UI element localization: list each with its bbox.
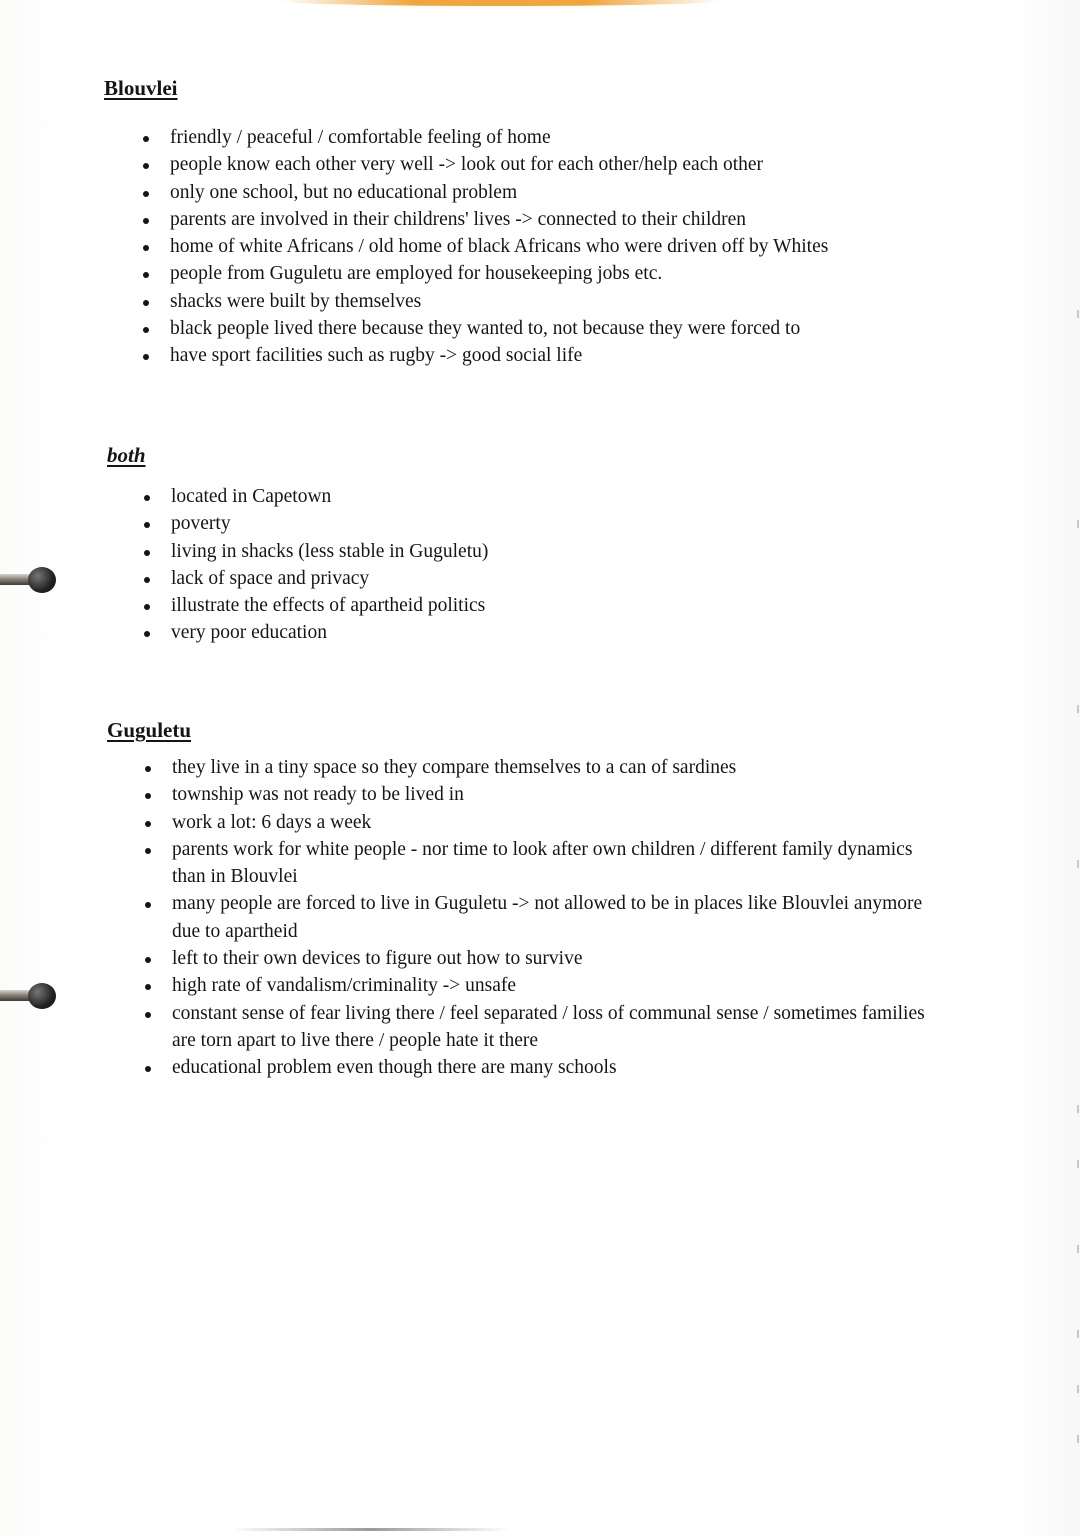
page-edge-shadow [230,1528,510,1531]
list-item: poverty [144,510,1014,537]
page-edge-marks [1074,0,1080,1536]
list-item: township was not ready to be lived in [145,781,1025,808]
heading-guguletu: Guguletu [107,718,192,742]
list-item: work a lot: 6 days a week [145,809,1025,836]
list-both [144,483,1014,647]
list-item: lack of space and privacy [144,565,1014,592]
list-item: located in Capetown [144,483,1014,510]
list-item: educational problem even though there are many schools [145,1054,1025,1081]
list-item: they live in a tiny space so they compare themselves to a can of sardines [145,754,1025,781]
heading-both: both [107,443,146,467]
list-item: shacks were built by themselves [143,288,1013,315]
list-item: illustrate the effects of apartheid politics [144,592,1014,619]
list-guguletu [145,754,1025,1082]
list-item: many people are forced to live in Guguletu -> not allowed to be in places like Blouvlei anymore due to apartheid [145,890,1025,945]
orange-highlighter-mark [280,0,720,6]
heading-blouvlei: Blouvlei [104,76,178,100]
list-item: high rate of vandalism/criminality -> unsafe [145,972,1025,999]
list-item: people know each other very well -> look out for each other/help each other [143,151,1013,178]
binder-ring-icon [0,566,64,594]
list-item: people from Guguletu are employed for housekeeping jobs etc. [143,260,1013,287]
list-item: friendly / peaceful / comfortable feeling of home [143,124,1013,151]
list-blouvlei [143,124,1013,370]
binder-ring-icon [0,982,64,1010]
list-item: very poor education [144,619,1014,646]
list-item: parents are involved in their childrens' lives -> connected to their children [143,206,1013,233]
list-item: living in shacks (less stable in Guguletu) [144,538,1014,565]
list-item: parents work for white people - nor time to look after own children / different family dynamics than in Blouvlei [145,836,1025,891]
list-item: constant sense of fear living there / feel separated / loss of communal sense / sometimes families are torn apart to live there / people hate it there [145,1000,1025,1055]
list-item: left to their own devices to figure out how to survive [145,945,1025,972]
list-item: only one school, but no educational problem [143,179,1013,206]
list-item: home of white Africans / old home of black Africans who were driven off by Whites [143,233,1013,260]
list-item: black people lived there because they wanted to, not because they were forced to [143,315,1013,342]
list-item: have sport facilities such as rugby -> good social life [143,342,1013,369]
